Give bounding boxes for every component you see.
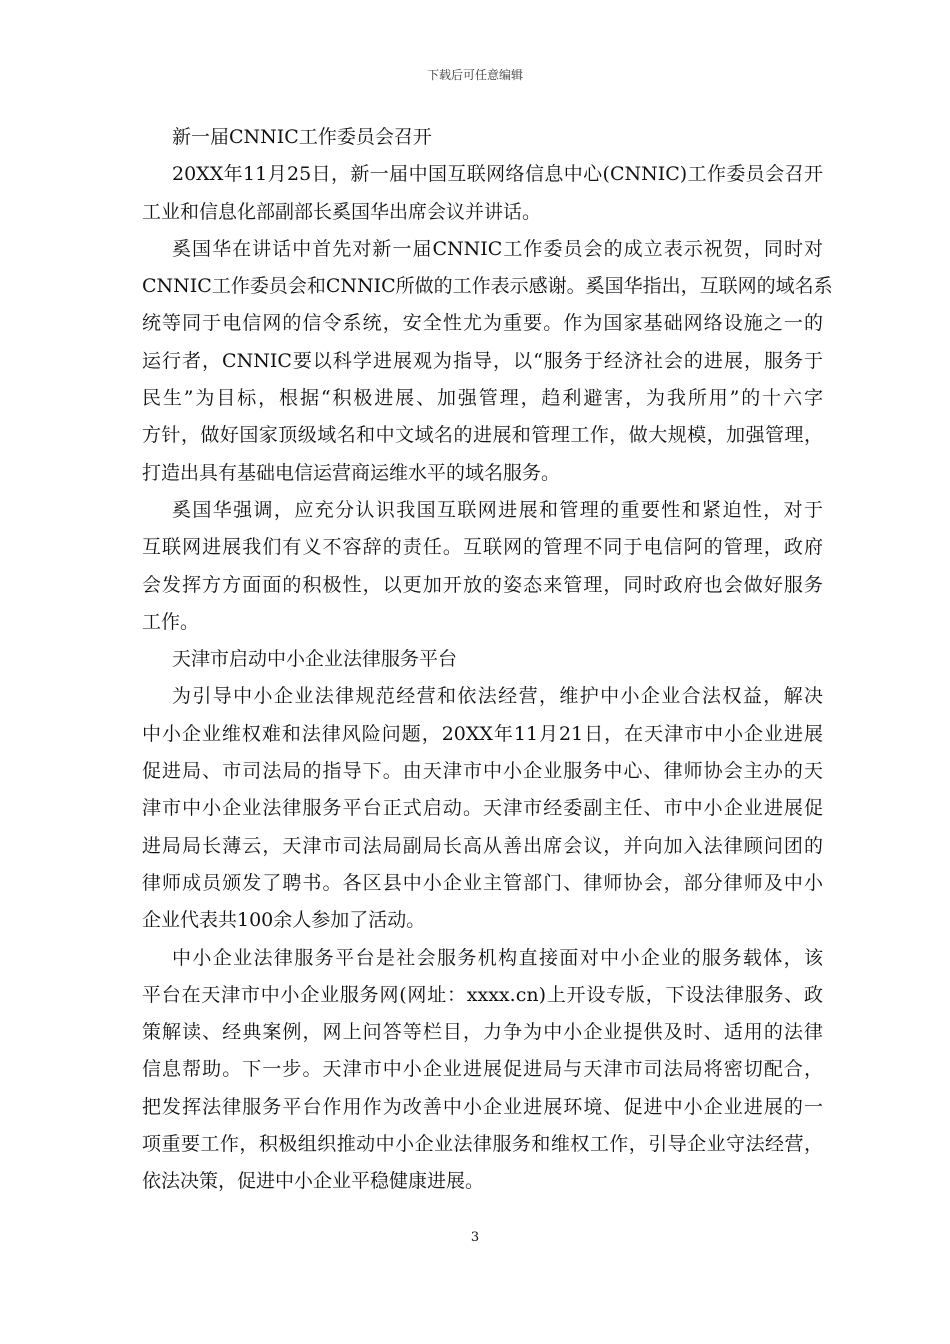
text-line: 奚国华强调，应充分认识我国互联网进展和管理的重要性和紧迫性，对于 <box>172 498 823 521</box>
text-line: 进局局长薄云，天津市司法局副局长高从善出席会议，并向加入法律顾问团的 <box>142 834 823 857</box>
text-line: 会发挥方方面面的积极性，以更加开放的姿态来管理，同时政府也会做好服务 <box>142 573 823 596</box>
text-line: CNNIC工作委员会和CNNIC所做的工作表示感谢。奚国华指出，互联网的域名系 <box>142 275 833 298</box>
text-line: 天津市启动中小企业法律服务平台 <box>172 648 458 671</box>
text-line: 运行者，CNNIC要以科学进展观为指导，以“服务于经济社会的进展，服务于 <box>142 349 823 372</box>
text-line: 依法决策，促进中小企业平稳健康进展。 <box>142 1170 485 1193</box>
text-line: 20XX年11月25日，新一届中国互联网络信息中心(CNNIC)工作委员会召开 <box>172 163 823 186</box>
text-line: 民生”为目标，根据“积极进展、加强管理，趋利避害，为我所用”的十六字 <box>142 387 823 410</box>
section-heading <box>142 119 823 156</box>
text-line: 平台在天津市中小企业服务网(网址：xxxx.cn)上开设专版，下设法律服务、政 <box>142 983 823 1006</box>
text-line: 工业和信息化部副部长奚国华出席会议并讲话。 <box>142 200 542 223</box>
text-line: 把发挥法律服务平台作用作为改善中小企业进展环境、促进中小企业进展的一 <box>142 1095 823 1118</box>
page-number: 3 <box>470 1230 480 1245</box>
document-body <box>142 119 833 1201</box>
text-line: 信息帮助。下一步。天津市中小企业进展促进局与天津市司法局将密切配合， <box>142 1058 823 1081</box>
text-line: 工作。 <box>142 610 200 633</box>
text-line: 新一届CNNIC工作委员会召开 <box>172 126 432 148</box>
text-line: 中小企业维权难和法律风险问题，20XX年11月21日，在天津市中小企业进展 <box>142 722 823 745</box>
text-line: 统等同于电信网的信令系统，安全性尤为重要。作为国家基础网络设施之一的 <box>142 312 823 335</box>
paragraph <box>142 940 823 1201</box>
text-line: 项重要工作，积极组织推动中小企业法律服务和维权工作，引导企业守法经营， <box>142 1133 823 1156</box>
text-line: 企业代表共100余人参加了活动。 <box>142 909 426 932</box>
text-line: 津市中小企业法律服务平台正式启动。天津市经委副主任、市中小企业进展促 <box>142 797 823 820</box>
text-line: 为引导中小企业法律规范经营和依法经营，维护中小企业合法权益，解决 <box>172 685 823 708</box>
text-line: 互联网进展我们有义不容辞的责任。互联网的管理不同于电信阿的管理，政府 <box>142 536 823 559</box>
text-line: 促进局、市司法局的指导下。由天津市中小企业服务中心、律师协会主办的天 <box>142 760 823 783</box>
text-line: 律师成员颁发了聘书。各区县中小企业主管部门、律师协会，部分律师及中小 <box>142 871 823 894</box>
paragraph <box>142 231 833 492</box>
page-header: 下载后可任意编辑 <box>426 68 523 82</box>
section-heading <box>142 641 823 678</box>
text-line: 中小企业法律服务平台是社会服务机构直接面对中小企业的服务载体，该 <box>172 946 823 969</box>
text-line: 策解读、经典案例，网上问答等栏目，力争为中小企业提供及时、适用的法律 <box>142 1021 823 1044</box>
text-line: 奚国华在讲话中首先对新一届CNNIC工作委员会的成立表示祝贺，同时对 <box>172 237 823 260</box>
paragraph <box>142 678 823 939</box>
text-line: 打造出具有基础电信运营商运维水平的域名服务。 <box>142 461 561 484</box>
paragraph <box>142 156 823 231</box>
paragraph <box>142 492 823 641</box>
text-line: 方针，做好国家顶级域名和中文域名的进展和管理工作，做大规模，加强管理， <box>142 424 823 447</box>
